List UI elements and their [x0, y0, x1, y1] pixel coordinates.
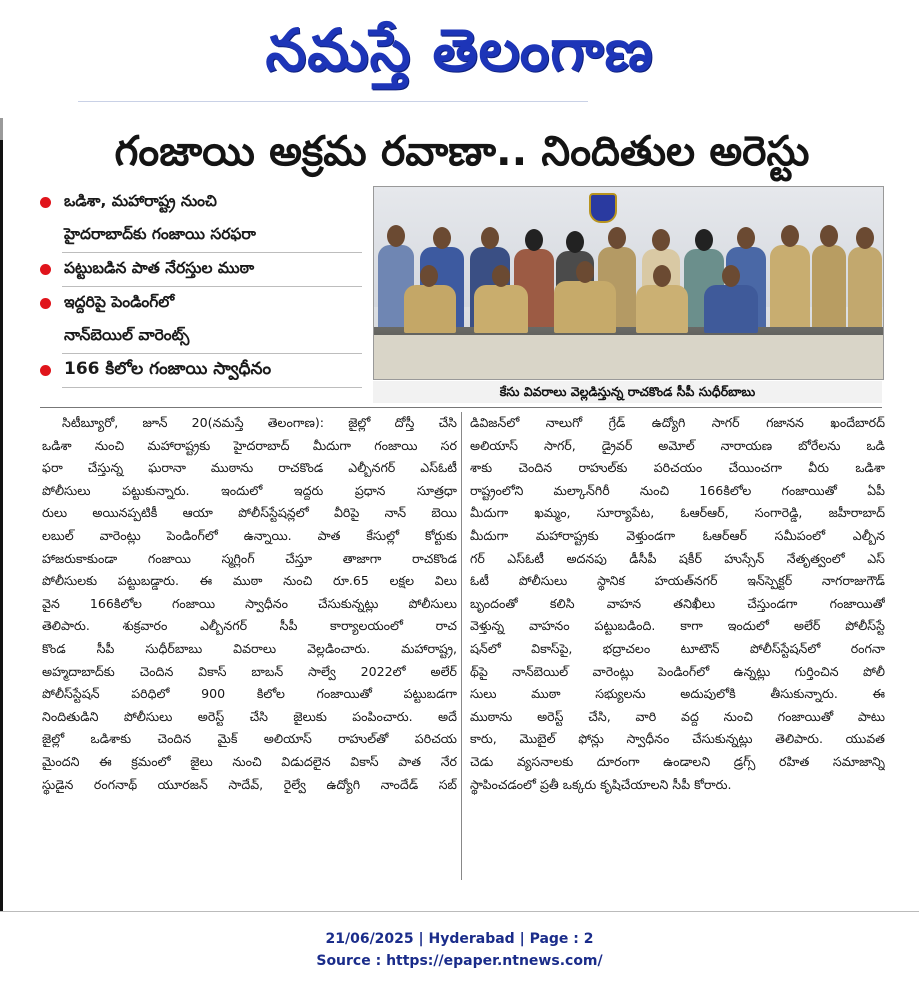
- article-line: కొండ సీపీ సుధీర్‌బాబు వివరాలు వెల్లడించారు. మహారాష్ట్ర,: [42, 640, 457, 656]
- article-line: బృందంతో కలిసి వాహన తనిఖీలు చేస్తుండగా గంజాయితో: [470, 595, 885, 611]
- article-line: స్థుడైన రంగనాథ్ యూరజన్ సాదేవ్, రైల్వే ఉద్యోగి నాందేడ్ సబ్: [42, 776, 457, 792]
- edition-info: 21/06/2025 | Hyderabad | Page : 2: [325, 931, 594, 947]
- article-line: షన్‌లో వికాస్‌పై, భద్రాచలం టూటౌన్ పోలీస్‌స్టేషన్‌లో రంగనా: [470, 640, 885, 656]
- article-line: ఫరా చేస్తున్న ఘరానా ముఠాను రాచకొండ ఎల్బీనగర్ ఎస్‌ఓటీ: [42, 460, 457, 476]
- photo-person-head: [608, 227, 626, 249]
- photo-caption: కేసు వివరాలు వెల్లడిస్తున్న రాచకొండ సీపీ సుధీర్‌బాబు: [373, 381, 882, 403]
- page-footer: [0, 928, 919, 972]
- article-line: నిందితుడిని పోలీసులు అరెస్ట్ చేసి జైలుకు పంపించారు. అదే: [42, 708, 457, 724]
- bullet-icon: [40, 298, 51, 309]
- article-column-left: [42, 412, 457, 882]
- photo-person-head: [576, 261, 594, 283]
- highlight-item: [40, 354, 365, 387]
- bullet-icon: [40, 365, 51, 376]
- bullet-icon: [40, 197, 51, 208]
- highlight-item: [40, 287, 365, 320]
- article-line: శాకు చెందిన రాహుల్‌కు పరిచయం చేయించగా వీరు ఒడిశా: [470, 460, 885, 476]
- press-conference-photo: [373, 186, 884, 380]
- article-line: జైల్లో ఒడిశాకు చెందిన మైక్ అలియాస్ రాహుల్‌తో పరిచయ: [42, 731, 457, 747]
- article-line: కారు, మొబైల్ ఫోన్లు స్వాధీనం చేసుకున్నట్లు తెలిపారు. యువత: [470, 731, 885, 747]
- article-line: అలియాస్ సాగర్, డ్రైవర్ అమోల్ నారాయణ బోరేలను ఒడి: [470, 437, 885, 453]
- highlight-text: పట్టుబడిన పాత నేరస్తుల ముఠా: [64, 258, 255, 277]
- photo-person-head: [820, 225, 838, 247]
- article-line: వైన 166కిలోల గంజాయి స్వాధీనం చేసుకున్నట్లు పోలీసులు: [42, 595, 457, 611]
- article-line: ముఠాను అరెస్ట్ చేసి, వారి వద్ద నుంచి గంజాయితో పాటు: [470, 708, 885, 724]
- article-line: తెలిపారు. శుక్రవారం ఎల్బీనగర్ సీపీ కార్యాలయంలో రాచ: [42, 618, 457, 634]
- article-headline: గంజాయి అక్రమ రవాణా.. నిందితుల అరెస్టు: [114, 127, 810, 175]
- article-line: రాష్ట్రంలోని మల్కాన్‌గిరీ నుంచి 166కిలోల గంజాయితో ఏపీ: [470, 482, 885, 498]
- police-emblem-icon: [589, 193, 617, 223]
- article-line: ఓటీ పోలీసులు స్థానిక హయత్‌నగర్ ఇన్‌స్పెక్టర్ నాగరాజుగౌడ్: [470, 573, 885, 589]
- highlight-item-continued: [40, 320, 365, 353]
- photo-person-head: [781, 225, 799, 247]
- photo-officer-seated: [474, 285, 528, 333]
- article-line: వెళ్తున్న వాహనం పట్టుబడింది. కాగా ఇందులో అలేర్ పోలీస్‌స్టే: [470, 618, 885, 634]
- article-line: గర్ ఎస్ఓటీ అదనపు డీసీపీ షకీర్ హుస్సేన్ నేతృత్వంలో ఎస్: [470, 550, 885, 566]
- highlight-text: హైదరాబాద్‌కు గంజాయి సరఫరా: [64, 224, 256, 243]
- masthead-divider: [78, 101, 588, 102]
- highlight-item: [40, 186, 365, 219]
- article-line: థ్‌పై నాన్‌బెయిల్ వారెంట్లు పెండింగ్‌లో ఉన్నట్లు గుర్తించిన పోలీ: [470, 663, 885, 679]
- photo-person-head: [420, 265, 438, 287]
- photo-person-head: [856, 227, 874, 249]
- article-line: మీదుగా మహారాష్ట్రకు వెళ్తుండగా ఓఆర్ఆర్ సమీపంలో ఎల్బీన: [470, 527, 885, 543]
- masthead: [0, 0, 919, 100]
- article-line: మైందని ఈ క్రమంలో జైలు నుంచి విడుదలైన వికాస్ పాత నేర: [42, 753, 457, 769]
- highlight-text: నాన్‌బెయిల్ వారెంట్స్: [64, 325, 190, 344]
- section-divider: [40, 407, 882, 408]
- photo-officer-seated: [404, 285, 456, 333]
- photo-person-head: [653, 265, 671, 287]
- source-link[interactable]: Source : https://epaper.ntnews.com/: [316, 953, 603, 969]
- article-line: పోలీస్‌స్టేషన్ పరిధిలో 900 కిలోల గంజాయితో పట్టుబడగా: [42, 686, 457, 702]
- photo-person-head: [652, 229, 670, 251]
- photo-person-seated: [704, 285, 758, 333]
- footer-divider: [0, 911, 919, 912]
- photo-person-head: [481, 227, 499, 249]
- article-line: సులు ముఠా సభ్యులను అదుపులోకి తీసుకున్నారు. ఈ: [470, 686, 885, 702]
- article-line: పోలీసులు పట్టుకున్నారు. ఇందులో ఇద్దరు ప్రధాన సూత్రధా: [42, 482, 457, 498]
- article-line: సిటీబ్యూరో, జూన్ 20(నమస్తే తెలంగాణ): జైల్లో దోస్తీ చేసి: [62, 415, 457, 430]
- photo-person-head: [387, 225, 405, 247]
- photo-person-head: [492, 265, 510, 287]
- article-line: ఒడిశా నుంచి మహారాష్ట్రకు హైదరాబాద్ మీదుగా గంజాయి సర: [42, 437, 457, 453]
- photo-person-head: [433, 227, 451, 249]
- article-line: స్థాపించడంలో ప్రతీ ఒక్కరు కృషిచేయాలని సీపీ కోరారు.: [470, 776, 732, 792]
- article-line: లబుల్ వారెంట్లు పెండింగ్‌లో ఉన్నాయి. పాత కేసుల్లో కోర్టుకు: [42, 527, 457, 543]
- page-edge-bar-top: [0, 118, 3, 140]
- photo-table-cloth: [374, 335, 883, 379]
- newspaper-logo: నమస్తే తెలంగాణ: [265, 16, 654, 84]
- photo-person-head: [566, 231, 584, 253]
- article-line: అహ్మదాబాద్‌కు చెందిన వికాస్ బాబన్ సాల్వే 2022లో అలేర్: [42, 663, 457, 679]
- bullet-icon: [40, 264, 51, 275]
- photo-officer-seated: [636, 285, 688, 333]
- photo-person-head: [525, 229, 543, 251]
- article-line: చెడు వ్యసనాలకు దూరంగా ఉండాలని డ్రగ్స్ రహిత సమాజాన్ని: [470, 753, 885, 769]
- column-divider: [461, 412, 462, 880]
- photo-person-head: [737, 227, 755, 249]
- photo-officer-seated: [554, 281, 616, 333]
- highlight-text: ఒడిశా, మహారాష్ట్ర నుంచి: [64, 191, 217, 210]
- article-line: పోలీసులకు పట్టుబడ్డారు. ఈ ముఠా నుంచి రూ.65 లక్షల విలు: [42, 573, 457, 589]
- highlights-box: [40, 186, 365, 388]
- article-column-right: [470, 412, 885, 882]
- highlight-text: 166 కిలోల గంజాయి స్వాధీనం: [64, 358, 272, 379]
- highlight-item-continued: [40, 219, 365, 252]
- page-edge-bar: [0, 118, 3, 911]
- highlight-item: [40, 253, 365, 286]
- article-line: డివిజన్‌లో నాలుగో గ్రేడ్ ఉద్యోగి సాగర్ గజానన ఖందేబారద్: [470, 415, 885, 430]
- photo-person-head: [722, 265, 740, 287]
- article-line: మీదుగా ఖమ్మం, సూర్యాపేట, ఓఆర్ఆర్, సంగారెడ్డి, జహీరాబాద్: [470, 505, 885, 521]
- article-line: రులు అయినప్పటికీ ఆయా పోలీస్‌స్టేషన్లలో వీరిపై నాన్ బెయి: [42, 505, 457, 521]
- highlight-divider: [62, 387, 362, 388]
- photo-person-head: [695, 229, 713, 251]
- article-line: హాజరుకాకుండా గంజాయి స్మగ్లింగ్ చేస్తూ తాజాగా రాచకొండ: [42, 550, 457, 566]
- highlight-text: ఇద్దరిపై పెండింగ్‌లో: [64, 292, 175, 311]
